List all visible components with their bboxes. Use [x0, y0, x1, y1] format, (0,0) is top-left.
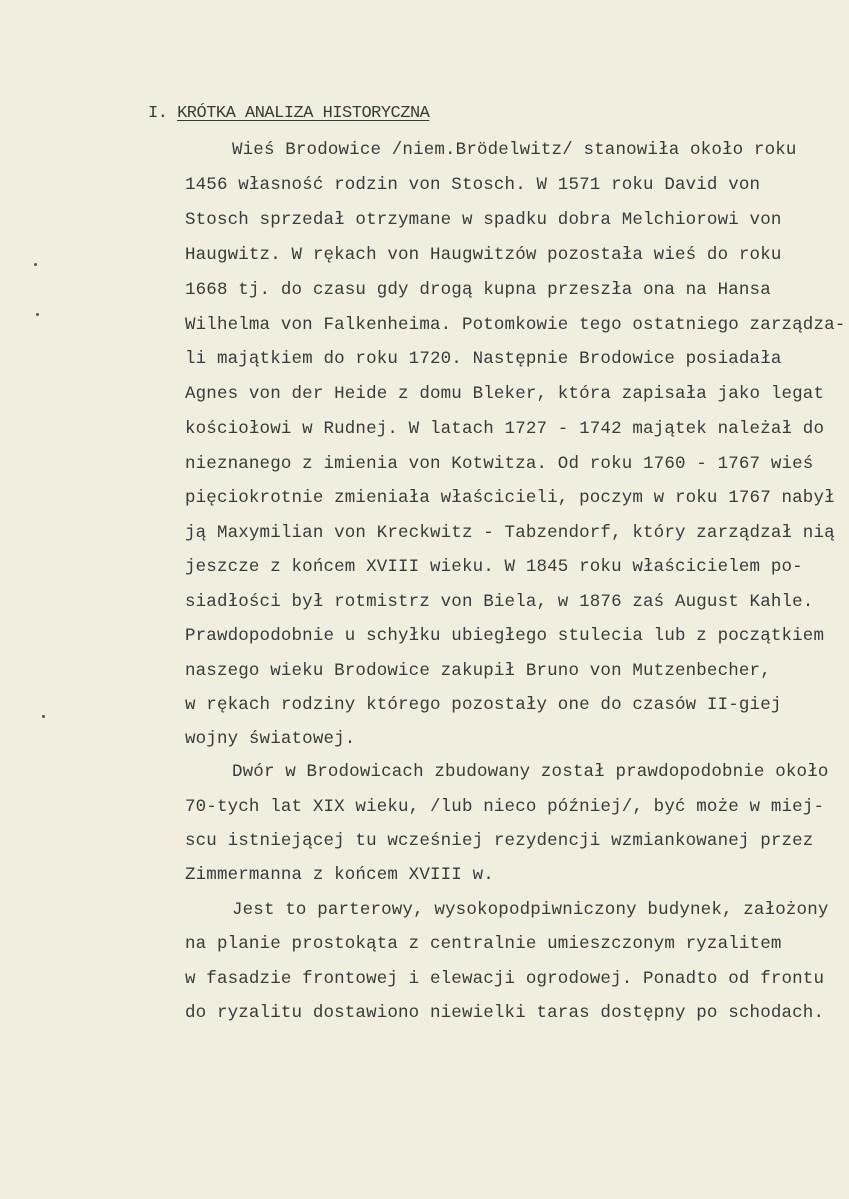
text-line: Wilhelma von Falkenheima. Potomkowie tego ostatniego zarządza-: [185, 315, 846, 335]
text-line: kościołowi w Rudnej. W latach 1727 - 1742 majątek należał do: [185, 419, 825, 439]
text-line: 70-tych lat XIX wieku, /lub nieco później/, być może w miej-: [185, 797, 825, 817]
scan-speck: [34, 263, 37, 266]
text-line: ją Maxymilian von Kreckwitz - Tabzendorf, który zarządzał nią: [185, 523, 835, 543]
text-line: Jest to parterowy, wysokopodpiwniczony budynek, założony: [232, 900, 829, 920]
section-number: I.: [148, 104, 168, 123]
text-line: pięciokrotnie zmieniała właścicieli, poczym w roku 1767 nabył: [185, 488, 835, 508]
text-line: nieznanego z imienia von Kotwitza. Od roku 1760 - 1767 wieś: [185, 454, 814, 474]
section-heading: [148, 104, 429, 123]
text-line: Agnes von der Heide z domu Bleker, która zapisała jako legat: [185, 384, 825, 404]
text-line: 1456 własność rodzin von Stosch. W 1571 roku David von: [185, 175, 761, 195]
text-line: 1668 tj. do czasu gdy drogą kupna przeszła ona na Hansa: [185, 280, 771, 300]
text-line: scu istniejącej tu wcześniej rezydencji wzmiankowanej przez: [185, 831, 814, 851]
text-line: Stosch sprzedał otrzymane w spadku dobra Melchiorowi von: [185, 210, 782, 230]
text-line: Dwór w Brodowicach zbudowany został prawdopodobnie około: [232, 762, 829, 782]
text-line: naszego wieku Brodowice zakupił Bruno von Mutzenbecher,: [185, 661, 771, 681]
text-line: li majątkiem do roku 1720. Następnie Brodowice posiadała: [185, 349, 782, 369]
text-line: jeszcze z końcem XVIII wieku. W 1845 roku właścicielem po-: [185, 557, 803, 577]
text-line: Wieś Brodowice /niem.Brödelwitz/ stanowiła około roku: [232, 140, 797, 160]
text-line: Prawdopodobnie u schyłku ubiegłego stulecia lub z początkiem: [185, 626, 825, 646]
text-line: wojny światowej.: [185, 729, 356, 749]
text-line: w rękach rodziny którego pozostały one do czasów II-giej: [185, 695, 782, 715]
text-line: siadłości był rotmistrz von Biela, w 1876 zaś August Kahle.: [185, 592, 814, 612]
section-title: KRÓTKA ANALIZA HISTORYCZNA: [177, 104, 430, 123]
text-line: w fasadzie frontowej i elewacji ogrodowej. Ponadto od frontu: [185, 969, 825, 989]
scan-speck: [42, 715, 45, 718]
scan-speck: [36, 313, 39, 316]
text-line: na planie prostokąta z centralnie umieszczonym ryzalitem: [185, 934, 782, 954]
text-line: Haugwitz. W rękach von Haugwitzów pozostała wieś do roku: [185, 245, 782, 265]
text-line: do ryzalitu dostawiono niewielki taras dostępny po schodach.: [185, 1003, 825, 1023]
text-line: Zimmermanna z końcem XVIII w.: [185, 865, 494, 885]
